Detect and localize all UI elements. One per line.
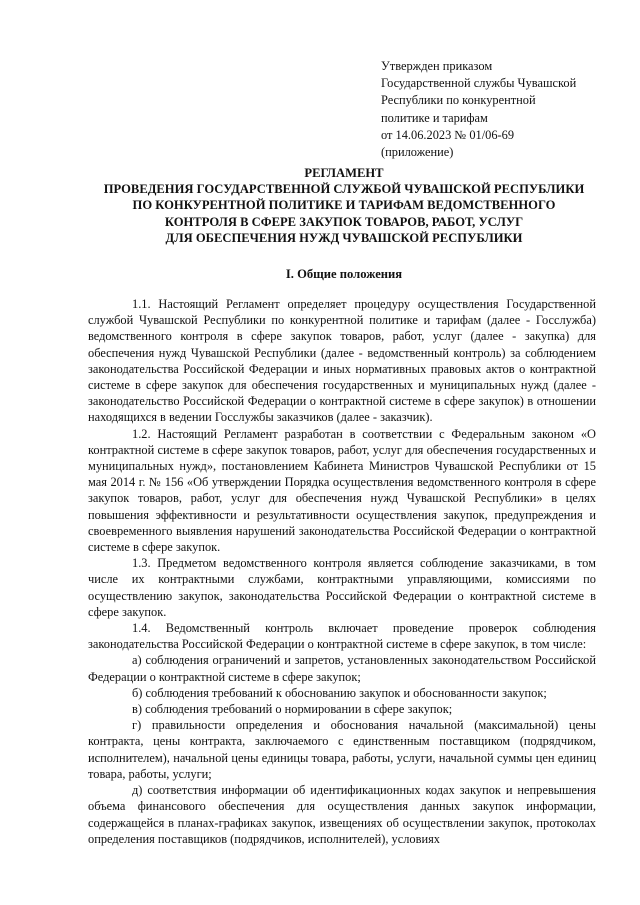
title-line: КОНТРОЛЯ В СФЕРЕ ЗАКУПОК ТОВАРОВ, РАБОТ, УСЛУГ [164, 214, 524, 229]
approval-line: Республики по конкурентной [381, 93, 536, 108]
title-line: РЕГЛАМЕНТ [304, 166, 384, 180]
paragraph-1-3: 1.3. Предметом ведомственного контроля является соблюдение заказчиками, в том числе их контрактными службами, контрактными управляющими, комиссиями по осуществлению закупок, законодательства Российской Федерации о контрактной системе в сфере закупок. [88, 556, 596, 619]
title-line: ПО КОНКУРЕНТНОЙ ПОЛИТИКЕ И ТАРИФАМ ВЕДОМСТВЕННОГО [132, 198, 556, 213]
title-line: ДЛЯ ОБЕСПЕЧЕНИЯ НУЖД ЧУВАШСКОЙ РЕСПУБЛИКИ [165, 230, 523, 245]
approval-line: от 14.06.2023 № 01/06-69 [381, 127, 515, 142]
approval-stamp [381, 58, 621, 161]
approval-line: политике и тарифам [381, 110, 488, 125]
list-item-v: в) соблюдения требований о нормировании в сфере закупок; [132, 702, 453, 717]
paragraph-1-4: 1.4. Ведомственный контроль включает проведение проверок соблюдения законодательства Российской Федерации о контрактной системе в сфере закупок, в том числе: [88, 621, 596, 652]
title-line: ПРОВЕДЕНИЯ ГОСУДАРСТВЕННОЙ СЛУЖБОЙ ЧУВАШСКОЙ РЕСПУБЛИКИ [103, 182, 585, 197]
list-item-g: г) правильности определения и обоснования начальной (максимальной) цены контракта, цены контракта, заключаемого с единственным поставщиком (подрядчиком, исполнителем), начальной цены единицы товара, работы, услуги, начальной суммы цен единиц товара, работы, услуги; [88, 718, 596, 781]
list-item-a: а) соблюдения ограничений и запретов, установленных законодательством Российской Федерации о контрактной системе в сфере закупок; [88, 653, 596, 684]
document-title [60, 165, 628, 246]
approval-line: (приложение) [381, 145, 454, 160]
list-item-d: д) соответствия информации об идентификационных кодах закупок и непревышения объема финансового обеспечения для осуществления данных закупок информации, содержащейся в планах-графиках закупок, извещениях об осуществлении закупок, протоколах определения поставщиков (подрядчиков, исполнителей), условиях [88, 783, 596, 846]
list-item-b: б) соблюдения требований к обоснованию закупок и обоснованности закупок; [132, 685, 547, 700]
section-heading: I. Общие положения [285, 267, 403, 281]
approval-line: Государственной службы Чувашской [381, 76, 577, 91]
paragraph-1-2: 1.2. Настоящий Регламент разработан в соответствии с Федеральным законом «О контрактной системе в сфере закупок товаров, работ, услуг для обеспечения государственных и муниципальных нужд», постановлением Кабинета Министров Чувашской Республики от 15 мая 2014 г. № 156 «Об утверждении Порядка осуществления ведомственного контроля в сфере закупок товаров, работ, услуг для обеспечения нужд Чувашской Республики» в целях повышения эффективности и результативности осуществления закупок, предупреждения и своевременного выявления нарушений законодательства Российской Федерации о контрактной системе в сфере закупок. [88, 426, 596, 555]
approval-line: Утвержден приказом [381, 59, 493, 73]
document-body [88, 296, 596, 847]
paragraph-1-1: 1.1. Настоящий Регламент определяет процедуру осуществления Государственной службой Чувашской Республики по конкурентной политике и тарифам (далее - Госслужба) ведомственного контроля в сфере закупок товаров, работ, услуг (далее - закупка) для обеспечения нужд Чувашской Республики (далее - ведомственный контроль) за соблюдением законодательства Российской Федерации и иных нормативных правовых актов о контрактной системе в сфере закупок для обеспечения государственных и муниципальных нужд (далее - законодательство Российской Федерации о контрактной системе в сфере закупок) в отношении находящихся в ведении Госслужбы заказчиков (далее - заказчик). [88, 297, 596, 425]
